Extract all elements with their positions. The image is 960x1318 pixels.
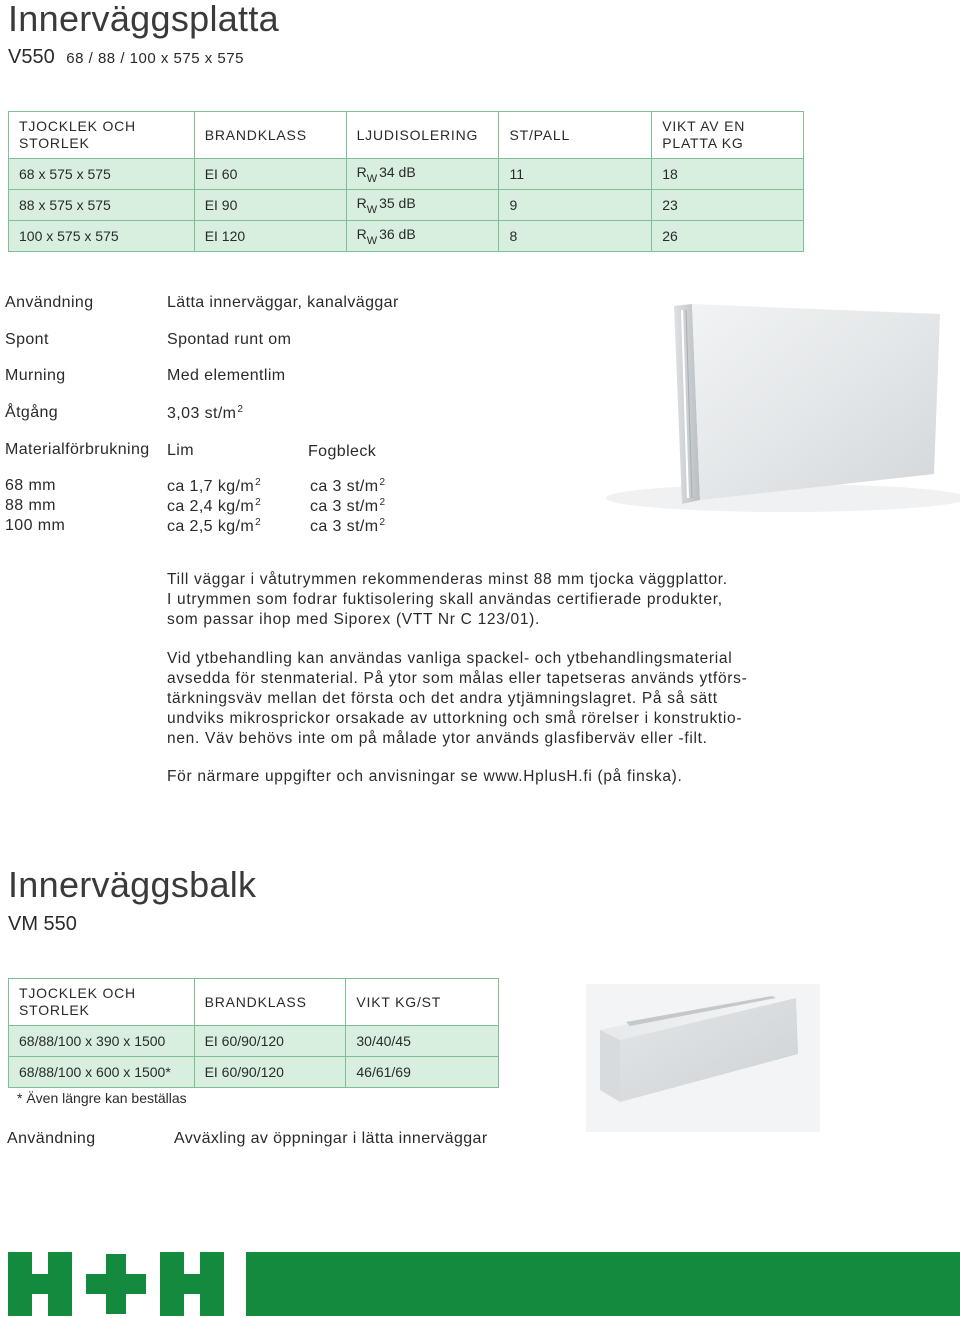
beam-use-value: Avväxling av öppningar i lätta innerväggar — [174, 1130, 488, 1147]
cell-weight: 30/40/45 — [346, 1026, 499, 1057]
beam-code: VM 550 — [8, 913, 77, 935]
table-row — [9, 1026, 499, 1057]
consumption-tie: ca 3 $st/m^2$ — [310, 517, 386, 535]
table-row — [9, 159, 804, 190]
cell-pallet: 11 — [499, 159, 652, 190]
beam-footnote: * Även längre kan beställas — [17, 1090, 187, 1106]
product-sizes: 68 / 88 / 100 x 575 x 575 — [66, 50, 244, 67]
consumption-tie: ca 3 $st/m^2$ — [310, 477, 386, 495]
cell-fire: EI 90 — [194, 190, 346, 221]
col-header-pallet: ST/PALL — [499, 112, 652, 159]
wall-plate-illustration — [596, 298, 960, 512]
cell-weight: 18 — [652, 159, 804, 190]
cell-pallet: 8 — [499, 221, 652, 252]
prop-value-usage-rate: 3,03 $st/m^2$ — [167, 404, 244, 422]
cell-fire: EI 60 — [194, 159, 346, 190]
col-header-fire: BRANDKLASS — [194, 112, 346, 159]
table-header-row — [9, 979, 499, 1026]
cell-fire: EI 60/90/120 — [194, 1026, 346, 1057]
consumption-col-glue: Lim — [167, 442, 194, 459]
cell-size: 68/88/100 x 390 x 1500 — [9, 1026, 195, 1057]
wall-beam-illustration — [586, 984, 820, 1132]
cell-sound: $R_W$ 34 dB — [346, 159, 499, 190]
prop-label-tongue: Spont — [5, 331, 49, 348]
prop-value-tongue: Spontad runt om — [167, 331, 292, 348]
prop-value-masonry: Med elementlim — [167, 367, 286, 384]
cell-sound: $R_W$ 35 dB — [346, 190, 499, 221]
beam-spec-table — [8, 978, 499, 1088]
product-code-line — [8, 46, 244, 69]
consumption-thickness: 100 mm — [5, 517, 66, 534]
cell-fire: EI 60/90/120 — [194, 1057, 346, 1088]
prop-label-use: Användning — [5, 294, 94, 311]
surface-treatment-paragraph: Vid ytbehandling kan användas vanliga spackel- och ytbehandlingsmaterial avsedda för stenmaterial. På ytor som målas eller tapetseras används ytförs- tärkningsväv mellan det första och det andra ytjämningslagret. På så sätt undviks mikrosprickor orsakade av uttorkning och små rörelser i konstruktio- nen. Väv behövs inte om på målade ytor används glasfiberväv eller -filt. — [167, 650, 748, 747]
beam-use-label: Användning — [7, 1130, 96, 1147]
consumption-glue: ca 2,4 $kg/m^2$ — [167, 497, 262, 515]
product-code: V550 — [8, 46, 55, 68]
beam-title: Innerväggsbalk — [8, 864, 257, 905]
cell-size: 100 x 575 x 575 — [9, 221, 195, 252]
prop-value-use: Lätta innerväggar, kanalväggar — [167, 294, 399, 311]
cell-size: 68/88/100 x 600 x 1500* — [9, 1057, 195, 1088]
page-title: Innerväggsplatta — [8, 0, 279, 39]
cell-size: 68 x 575 x 575 — [9, 159, 195, 190]
table-header-row — [9, 112, 804, 159]
cell-sound: $R_W$ 36 dB — [346, 221, 499, 252]
consumption-tie: ca 3 $st/m^2$ — [310, 497, 386, 515]
cell-fire: EI 120 — [194, 221, 346, 252]
consumption-glue: ca 2,5 $kg/m^2$ — [167, 517, 262, 535]
col-header-weight: VIKT KG/ST — [346, 979, 499, 1026]
wet-room-paragraph: Till väggar i våtutrymmen rekommenderas minst 88 mm tjocka väggplattor. I utrymmen som fodrar fuktisolering skall användas certifierade produkter, som passar ihop med Siporex (VTT Nr C 123/01). — [167, 571, 728, 628]
prop-label-masonry: Murning — [5, 367, 66, 384]
col-header-weight: VIKT AV EN PLATTA KG — [652, 112, 804, 159]
consumption-col-tie: Fogbleck — [308, 443, 377, 460]
table-row — [9, 190, 804, 221]
hh-logo — [8, 1252, 224, 1316]
col-header-size: TJOCKLEK OCH STORLEK — [9, 112, 195, 159]
plate-spec-table — [8, 111, 804, 252]
col-header-fire: BRANDKLASS — [194, 979, 346, 1026]
cell-weight: 26 — [652, 221, 804, 252]
consumption-thickness: 88 mm — [5, 497, 56, 514]
more-info-paragraph: För närmare uppgifter och anvisningar se www.HplusH.fi (på finska). — [167, 768, 683, 785]
consumption-glue: ca 1,7 $kg/m^2$ — [167, 477, 262, 495]
cell-pallet: 9 — [499, 190, 652, 221]
consumption-label: Materialförbrukning — [5, 441, 150, 458]
col-header-sound: LJUDISOLERING — [346, 112, 499, 159]
table-row — [9, 1057, 499, 1088]
brand-footer-band — [246, 1252, 960, 1316]
cell-weight: 46/61/69 — [346, 1057, 499, 1088]
cell-size: 88 x 575 x 575 — [9, 190, 195, 221]
table-row — [9, 221, 804, 252]
prop-label-usage-rate: Åtgång — [5, 404, 59, 421]
cell-weight: 23 — [652, 190, 804, 221]
consumption-thickness: 68 mm — [5, 477, 56, 494]
col-header-size: TJOCKLEK OCH STORLEK — [9, 979, 195, 1026]
